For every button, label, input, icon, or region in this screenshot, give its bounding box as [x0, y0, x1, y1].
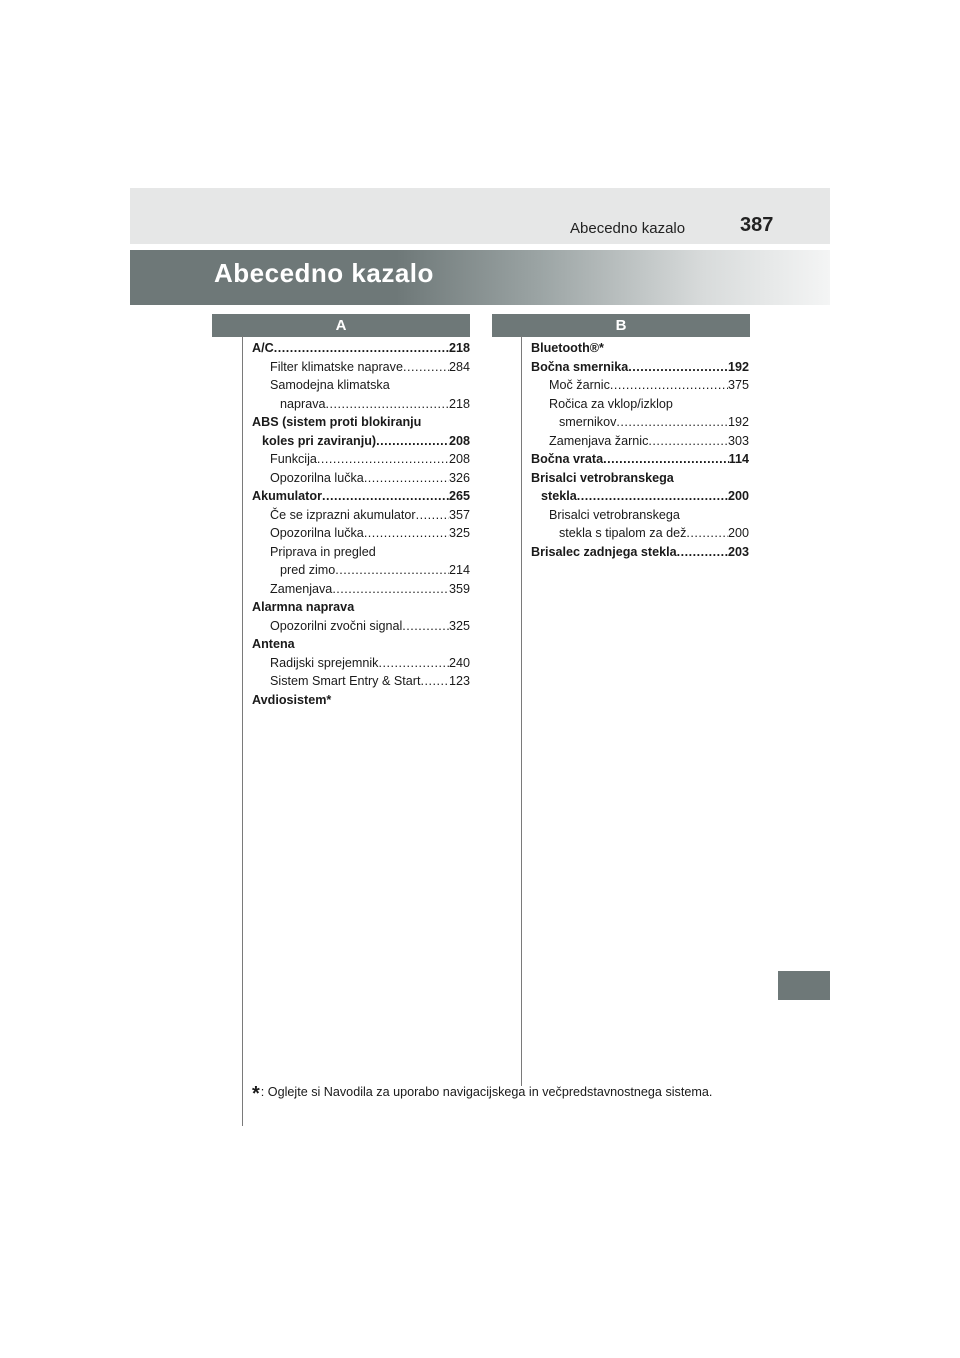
index-entry — [252, 358, 470, 377]
index-entry-page: 326 — [448, 470, 470, 485]
index-entry-label: Radijski sprejemnik — [270, 655, 379, 670]
index-entry-label: ABS (sistem proti blokiranju — [252, 415, 422, 429]
footnote-text: : Oglejte si Navodila za uporabo navigacijskega in večpredstavnostnega sistema. — [260, 1085, 713, 1099]
dot-leader — [326, 395, 449, 414]
index-entry-label: Priprava in pregled — [270, 544, 376, 559]
dot-leader — [677, 543, 728, 562]
index-entry-label: smernikov — [559, 415, 617, 429]
index-entry — [252, 598, 470, 617]
index-entry-label: Opozorilna lučka — [270, 470, 364, 485]
dot-leader — [378, 654, 449, 673]
index-entry-page: 200 — [727, 489, 749, 503]
index-entry-page: 208 — [448, 433, 470, 448]
index-entry-label: Zamenjava žarnic — [549, 433, 649, 448]
index-entry-page: 325 — [448, 618, 470, 633]
footnote-marker: * — [252, 1083, 260, 1105]
index-entry — [252, 672, 470, 691]
dot-leader — [332, 580, 449, 599]
index-entry — [252, 654, 470, 673]
index-entry — [531, 543, 749, 562]
dot-leader — [335, 561, 449, 580]
index-entry-page: 284 — [448, 359, 470, 374]
dot-leader — [648, 432, 728, 451]
index-entry — [252, 617, 470, 636]
index-entry-page: 303 — [727, 433, 749, 448]
index-entry — [252, 487, 470, 506]
dot-leader — [616, 413, 728, 432]
index-entry-page: 200 — [727, 526, 749, 540]
index-entry — [531, 395, 749, 414]
dot-leader — [610, 376, 728, 395]
index-entry — [531, 358, 749, 377]
index-entry-label: Brisalci vetrobranskega — [531, 470, 674, 485]
dot-leader — [364, 469, 449, 488]
index-entry-label: Bočna vrata — [531, 452, 604, 466]
index-entry-label: Filter klimatske naprave — [270, 359, 403, 374]
footnote — [252, 1083, 712, 1106]
dot-leader — [403, 358, 449, 377]
dot-leader — [402, 617, 449, 636]
index-entry — [531, 524, 749, 543]
index-entry — [252, 561, 470, 580]
index-entry — [531, 506, 749, 525]
dot-leader — [420, 672, 449, 691]
index-entry-label: naprava — [280, 396, 326, 411]
index-entry-page: 203 — [727, 544, 749, 559]
running-header-section: Abecedno kazalo — [570, 220, 686, 237]
index-entry-page: 218 — [448, 341, 470, 355]
index-entry-page: 359 — [448, 581, 470, 596]
index-entry-page: 375 — [727, 378, 749, 392]
index-entry — [531, 413, 749, 432]
index-entry-label: Funkcija — [270, 452, 317, 466]
index-entry-label: Moč žarnic — [549, 378, 610, 392]
dot-leader — [416, 506, 449, 525]
index-entry — [531, 376, 749, 395]
index-entry-label: Opozorilni zvočni signal — [270, 618, 403, 633]
column-heading-a: A — [212, 314, 470, 337]
index-entry — [252, 395, 470, 414]
index-entry — [252, 543, 470, 562]
index-entry-page: 218 — [448, 396, 470, 411]
index-entry-label: Alarmna naprava — [252, 600, 355, 614]
index-entry — [252, 524, 470, 543]
index-entry-label: Akumulator — [252, 489, 322, 503]
index-entry — [531, 469, 749, 488]
index-entry-label: Bluetooth®* — [531, 341, 604, 355]
index-entry — [252, 506, 470, 525]
index-entry — [531, 487, 749, 506]
index-entry-page: 240 — [448, 655, 470, 670]
index-entry — [531, 450, 749, 469]
index-entry-label: koles pri zaviranju) — [262, 433, 377, 448]
dot-leader — [364, 524, 449, 543]
index-entry-label: Antena — [252, 637, 295, 651]
header-band — [130, 188, 830, 244]
index-entry-label: A/C — [252, 341, 274, 355]
index-entry-page: 325 — [448, 526, 470, 540]
dot-leader — [322, 487, 449, 506]
index-entry — [252, 413, 470, 432]
chapter-tab — [778, 971, 830, 1000]
index-entry-label: Brisalci vetrobranskega — [549, 507, 680, 522]
dot-leader — [603, 450, 729, 469]
index-entry-label: Avdiosistem* — [252, 692, 332, 707]
index-entry-page: 208 — [448, 452, 470, 466]
index-entry-page: 265 — [448, 489, 470, 503]
index-entry — [252, 376, 470, 395]
index-entry-label: Zamenjava — [270, 581, 333, 596]
dot-leader — [317, 450, 449, 469]
index-entry — [252, 432, 470, 451]
index-column-b — [531, 339, 749, 561]
page-number: 387 — [740, 214, 774, 236]
index-entry-label: Če se izprazni akumulator — [270, 507, 416, 522]
column-divider — [521, 336, 522, 1086]
index-entry-label: stekla — [541, 489, 577, 503]
index-entry-page: 214 — [448, 563, 470, 577]
index-entry-label: Sistem Smart Entry & Start — [270, 674, 421, 688]
index-entry-page: 192 — [727, 415, 749, 429]
index-entry — [252, 580, 470, 599]
dot-leader — [628, 358, 728, 377]
index-entry — [531, 432, 749, 451]
index-entry — [252, 450, 470, 469]
index-entry-label: pred zimo — [280, 563, 336, 577]
index-entry-label: Brisalec zadnjega stekla — [531, 544, 677, 559]
index-entry — [252, 339, 470, 358]
index-entry-page: 192 — [727, 359, 749, 374]
index-entry-page: 357 — [448, 507, 470, 522]
index-entry-label: Ročica za vklop/izklop — [549, 396, 673, 411]
index-entry — [252, 691, 470, 710]
left-rule — [242, 336, 243, 1126]
dot-leader — [376, 432, 449, 451]
column-heading-b: B — [492, 314, 750, 337]
dot-leader — [274, 339, 449, 358]
index-entry — [252, 635, 470, 654]
index-entry — [252, 469, 470, 488]
index-column-a — [252, 339, 470, 709]
index-entry-page: 123 — [448, 674, 470, 688]
index-entry-label: Bočna smernika — [531, 359, 629, 374]
index-entry — [531, 339, 749, 358]
index-entry-page: 114 — [728, 452, 749, 466]
dot-leader — [686, 524, 728, 543]
index-entry-label: Samodejna klimatska — [270, 378, 390, 392]
dot-leader — [577, 487, 728, 506]
index-entry-label: stekla s tipalom za dež — [559, 526, 687, 540]
page-title: Abecedno kazalo — [214, 258, 434, 288]
index-entry-label: Opozorilna lučka — [270, 526, 364, 540]
